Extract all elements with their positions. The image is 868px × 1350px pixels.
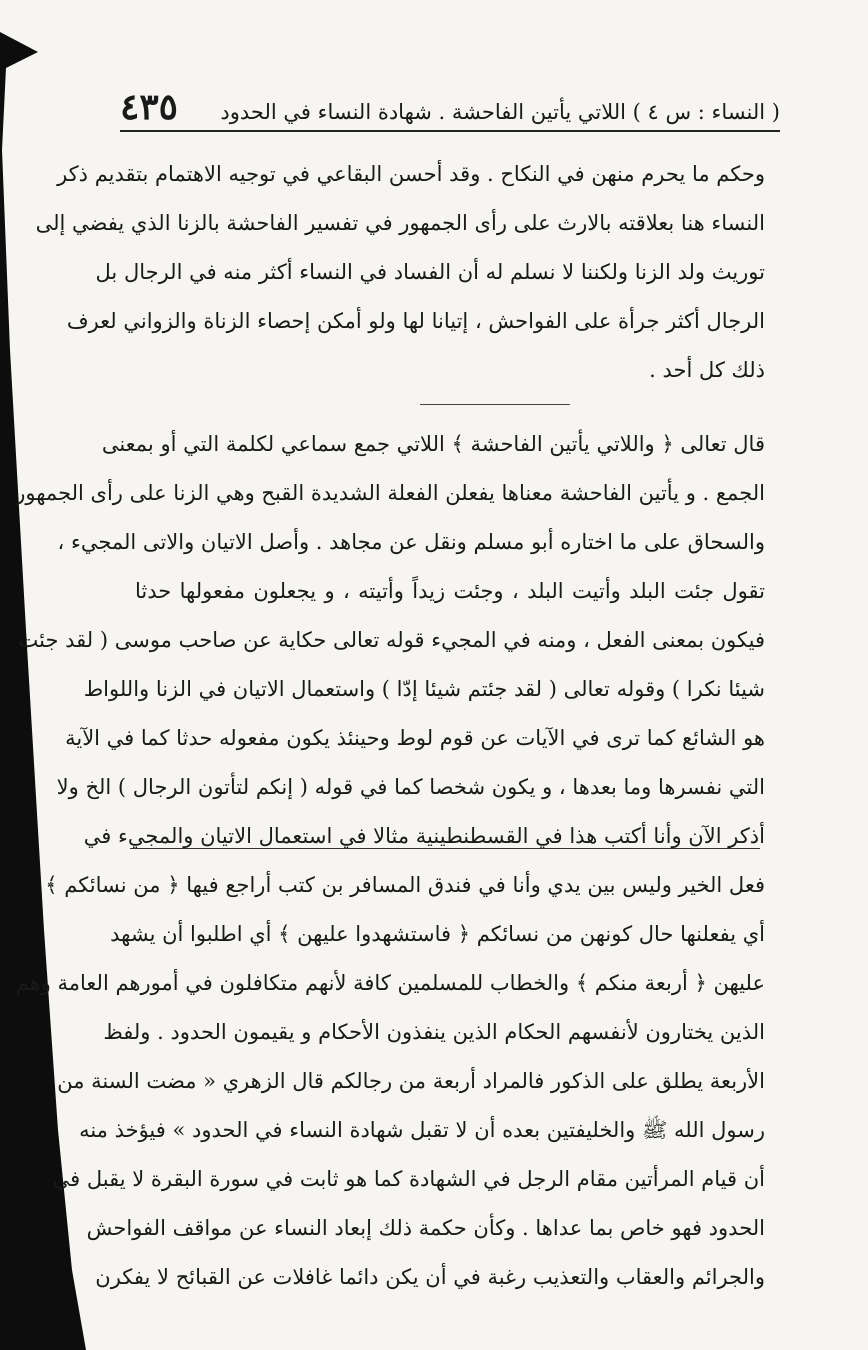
text-line: الحدود فهو خاص بما عداها . وكأن حكمة ذلك إبعاد النساء عن مواقف الفواحش: [86, 1216, 765, 1240]
text-line: توريث ولد الزنا ولكننا لا نسلم له أن الفساد في النساء أكثر منه في الرجال بل: [95, 260, 765, 284]
text-line: النساء هنا بعلاقته بالارث على رأى الجمهور في تفسير الفاحشة بالزنا الذي يفضي إلى: [35, 211, 765, 235]
running-title: ( النساء : س ٤ ) اللاتي يأتين الفاحشة . شهادة النساء في الحدود: [220, 100, 780, 124]
text-line: رسول الله ﷺ والخليفتين بعده أن لا تقبل شهادة النساء في الحدود » فيؤخذ منه: [79, 1118, 765, 1142]
body-text: [15, 150, 765, 1302]
text-line: وحكم ما يحرم منهن في النكاح . وقد أحسن البقاعي في توجيه الاهتمام بتقديم ذكر: [57, 162, 765, 186]
text-line: الرجال أكثر جرأة على الفواحش ، إتيانا لها ولو أمكن إحصاء الزناة والزواني لعرف: [66, 309, 765, 333]
text-line: شيئا نكرا ) وقوله تعالى ( لقد جئتم شيئا إدّا ) واستعمال الاتيان في الزنا واللواط: [83, 677, 765, 701]
text-line: فيكون بمعنى الفعل ، ومنه في المجيء قوله تعالى حكاية عن صاحب موسى ( لقد جئت: [18, 628, 765, 652]
page-number: ٤٣٥: [120, 86, 179, 128]
text-line: أي يفعلنها حال كونهن من نسائكم ﴿ فاستشهدوا عليهن ﴾ أي اطلبوا أن يشهد: [110, 922, 765, 946]
paragraph-1: [35, 150, 765, 395]
text-line: الجمع . و يأتين الفاحشة معناها يفعلن الفعلة الشديدة القبح وهي الزنا على رأى الجمهور: [15, 481, 765, 505]
text-line: أذكر الآن وأنا أكتب هذا في القسطنطينية مثالا في استعمال الاتيان والمجيء في: [83, 824, 765, 848]
text-line: التي نفسرها وما بعدها ، و يكون شخصا كما في قوله ( إنكم لتأتون الرجال ) الخ ولا: [56, 775, 765, 799]
text-line: تقول جئت البلد وأتيت البلد ، وجئت زيداً وأتيته ، و يجعلون مفعولها حدثا: [135, 579, 765, 603]
text-line: هو الشائع كما ترى في الآيات عن قوم لوط وحينئذ يكون مفعوله حدثا كما في الآية: [65, 726, 765, 750]
text-line: قال تعالى ﴿ واللاتي يأتين الفاحشة ﴾ اللاتي جمع سماعي لكلمة التي أو بمعنى: [101, 432, 765, 456]
text-line: عليهن ﴿ أربعة منكم ﴾ والخطاب للمسلمين كافة لأنهم متكافلون في أمورهم العامة وهم: [15, 971, 765, 995]
text-line: والجرائم والعقاب والتعذيب رغبة في أن يكن دائما غافلات عن القبائح لا يفكرن: [95, 1265, 765, 1289]
text-line: فعل الخير وليس بين يدي وأنا في فندق المسافر بن كتب أراجع فيها ﴿ من نسائكم ﴾: [45, 873, 765, 897]
text-line: ذلك كل أحد .: [649, 358, 765, 382]
text-line: الذين يختارون لأنفسهم الحكام الذين ينفذون الأحكام و يقيمون الحدود . ولفظ: [103, 1020, 765, 1044]
page-header: [120, 82, 780, 132]
paragraph-2: [15, 420, 765, 1302]
text-line: أن قيام المرأتين مقام الرجل في الشهادة كما هو ثابت في سورة البقرة لا يقبل في: [52, 1167, 765, 1191]
text-line: والسحاق على ما اختاره أبو مسلم ونقل عن مجاهد . وأصل الاتيان والاتى المجيء ،: [57, 530, 765, 554]
text-line: الأربعة يطلق على الذكور فالمراد أربعة من رجالكم قال الزهري « مضت السنة من: [57, 1069, 765, 1093]
